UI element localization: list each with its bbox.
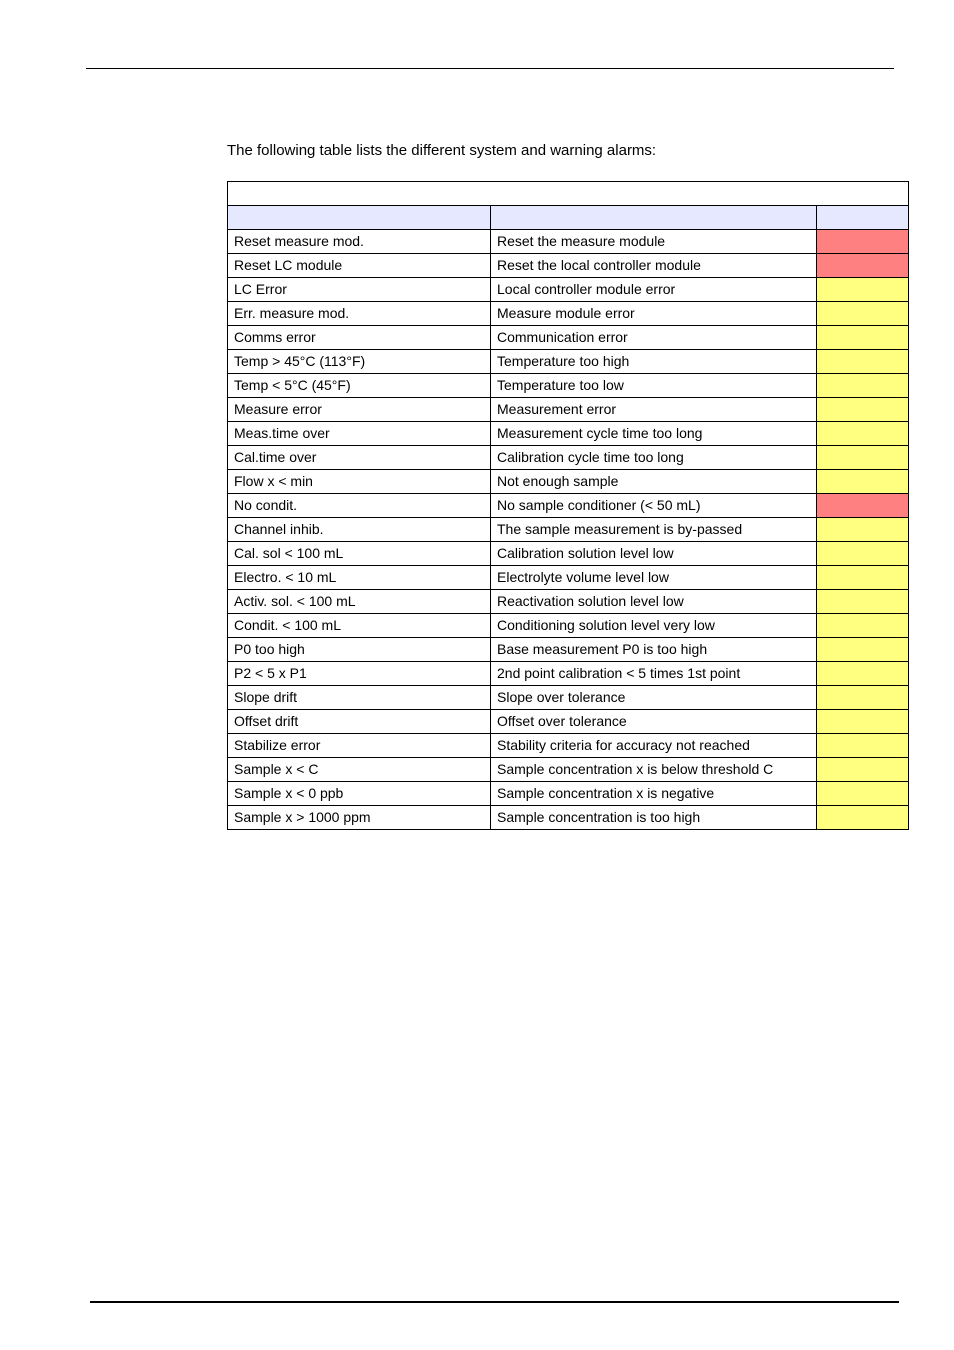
warning-alarm-indicator <box>817 302 909 326</box>
warning-alarm-indicator <box>817 398 909 422</box>
warning-alarm-indicator <box>817 662 909 686</box>
alarm-description-cell: Measurement error <box>491 398 817 422</box>
alarm-description-cell: Electrolyte volume level low <box>491 566 817 590</box>
alarm-description-cell: No sample conditioner (< 50 mL) <box>491 494 817 518</box>
alarm-description-cell: Measure module error <box>491 302 817 326</box>
table-row <box>228 398 909 422</box>
table-row <box>228 230 909 254</box>
table-row <box>228 806 909 830</box>
alarm-message-cell: Flow x < min <box>228 470 491 494</box>
alarm-message-cell: Temp < 5°C (45°F) <box>228 374 491 398</box>
table-row <box>228 350 909 374</box>
table-row <box>228 710 909 734</box>
table-row <box>228 518 909 542</box>
warning-alarm-indicator <box>817 542 909 566</box>
table-row <box>228 374 909 398</box>
warning-alarm-indicator <box>817 350 909 374</box>
table-row <box>228 614 909 638</box>
warning-alarm-indicator <box>817 326 909 350</box>
table-row <box>228 734 909 758</box>
table-row <box>228 422 909 446</box>
alarm-message-cell: Sample x < 0 ppb <box>228 782 491 806</box>
alarm-message-cell: Reset measure mod. <box>228 230 491 254</box>
alarm-description-cell: Reset the measure module <box>491 230 817 254</box>
warning-alarm-indicator <box>817 446 909 470</box>
table-row <box>228 470 909 494</box>
alarm-message-cell: Err. measure mod. <box>228 302 491 326</box>
alarm-description-cell: Communication error <box>491 326 817 350</box>
intro-paragraph: The following table lists the different system and warning alarms: <box>227 142 657 159</box>
alarm-message-cell: Reset LC module <box>228 254 491 278</box>
alarm-description-cell: Slope over tolerance <box>491 686 817 710</box>
system-alarm-indicator <box>817 254 909 278</box>
alarm-message-cell: Temp > 45°C (113°F) <box>228 350 491 374</box>
alarm-message-cell: P2 < 5 x P1 <box>228 662 491 686</box>
column-header-description <box>491 206 817 230</box>
table-row <box>228 590 909 614</box>
alarm-message-cell: Measure error <box>228 398 491 422</box>
alarm-description-cell: Sample concentration is too high <box>491 806 817 830</box>
alarm-description-cell: The sample measurement is by-passed <box>491 518 817 542</box>
alarms-table <box>227 181 909 830</box>
alarm-description-cell: Local controller module error <box>491 278 817 302</box>
table-row <box>228 326 909 350</box>
warning-alarm-indicator <box>817 734 909 758</box>
alarm-description-cell: Offset over tolerance <box>491 710 817 734</box>
alarm-message-cell: Slope drift <box>228 686 491 710</box>
table-row <box>228 302 909 326</box>
alarm-message-cell: Offset drift <box>228 710 491 734</box>
table-row <box>228 254 909 278</box>
alarm-description-cell: Reset the local controller module <box>491 254 817 278</box>
alarm-description-cell: 2nd point calibration < 5 times 1st point <box>491 662 817 686</box>
alarm-description-cell: Sample concentration x is negative <box>491 782 817 806</box>
table-row <box>228 686 909 710</box>
table-row <box>228 494 909 518</box>
alarm-description-cell: Calibration solution level low <box>491 542 817 566</box>
table-row <box>228 278 909 302</box>
table-caption-row <box>228 182 909 206</box>
system-alarm-indicator <box>817 230 909 254</box>
warning-alarm-indicator <box>817 782 909 806</box>
alarm-message-cell: Meas.time over <box>228 422 491 446</box>
warning-alarm-indicator <box>817 710 909 734</box>
alarm-message-cell: Electro. < 10 mL <box>228 566 491 590</box>
table-row <box>228 446 909 470</box>
alarm-description-cell: Temperature too low <box>491 374 817 398</box>
alarm-message-cell: No condit. <box>228 494 491 518</box>
warning-alarm-indicator <box>817 518 909 542</box>
alarm-message-cell: Stabilize error <box>228 734 491 758</box>
alarm-description-cell: Sample concentration x is below threshold C <box>491 758 817 782</box>
alarm-message-cell: Comms error <box>228 326 491 350</box>
table-header-row <box>228 206 909 230</box>
alarm-message-cell: Channel inhib. <box>228 518 491 542</box>
alarm-message-cell: Cal. sol < 100 mL <box>228 542 491 566</box>
table-row <box>228 782 909 806</box>
warning-alarm-indicator <box>817 470 909 494</box>
alarm-message-cell: LC Error <box>228 278 491 302</box>
alarm-description-cell: Not enough sample <box>491 470 817 494</box>
alarm-description-cell: Temperature too high <box>491 350 817 374</box>
warning-alarm-indicator <box>817 806 909 830</box>
warning-alarm-indicator <box>817 374 909 398</box>
table-row <box>228 758 909 782</box>
alarm-description-cell: Measurement cycle time too long <box>491 422 817 446</box>
alarm-description-cell: Calibration cycle time too long <box>491 446 817 470</box>
alarm-message-cell: P0 too high <box>228 638 491 662</box>
alarm-message-cell: Activ. sol. < 100 mL <box>228 590 491 614</box>
column-header-type <box>817 206 909 230</box>
alarm-description-cell: Stability criteria for accuracy not reached <box>491 734 817 758</box>
table-row <box>228 662 909 686</box>
warning-alarm-indicator <box>817 638 909 662</box>
column-header-message <box>228 206 491 230</box>
alarm-description-cell: Reactivation solution level low <box>491 590 817 614</box>
warning-alarm-indicator <box>817 566 909 590</box>
table-body <box>228 230 909 830</box>
alarm-description-cell: Conditioning solution level very low <box>491 614 817 638</box>
alarm-message-cell: Sample x > 1000 ppm <box>228 806 491 830</box>
system-alarm-indicator <box>817 494 909 518</box>
alarm-message-cell: Condit. < 100 mL <box>228 614 491 638</box>
alarm-description-cell: Base measurement P0 is too high <box>491 638 817 662</box>
warning-alarm-indicator <box>817 422 909 446</box>
table-row <box>228 638 909 662</box>
warning-alarm-indicator <box>817 686 909 710</box>
warning-alarm-indicator <box>817 758 909 782</box>
table-caption <box>228 182 909 206</box>
warning-alarm-indicator <box>817 590 909 614</box>
table-row <box>228 542 909 566</box>
header-rule <box>86 68 894 69</box>
table-row <box>228 566 909 590</box>
warning-alarm-indicator <box>817 278 909 302</box>
alarm-message-cell: Sample x < C <box>228 758 491 782</box>
alarm-message-cell: Cal.time over <box>228 446 491 470</box>
footer-rule <box>90 1301 899 1303</box>
warning-alarm-indicator <box>817 614 909 638</box>
